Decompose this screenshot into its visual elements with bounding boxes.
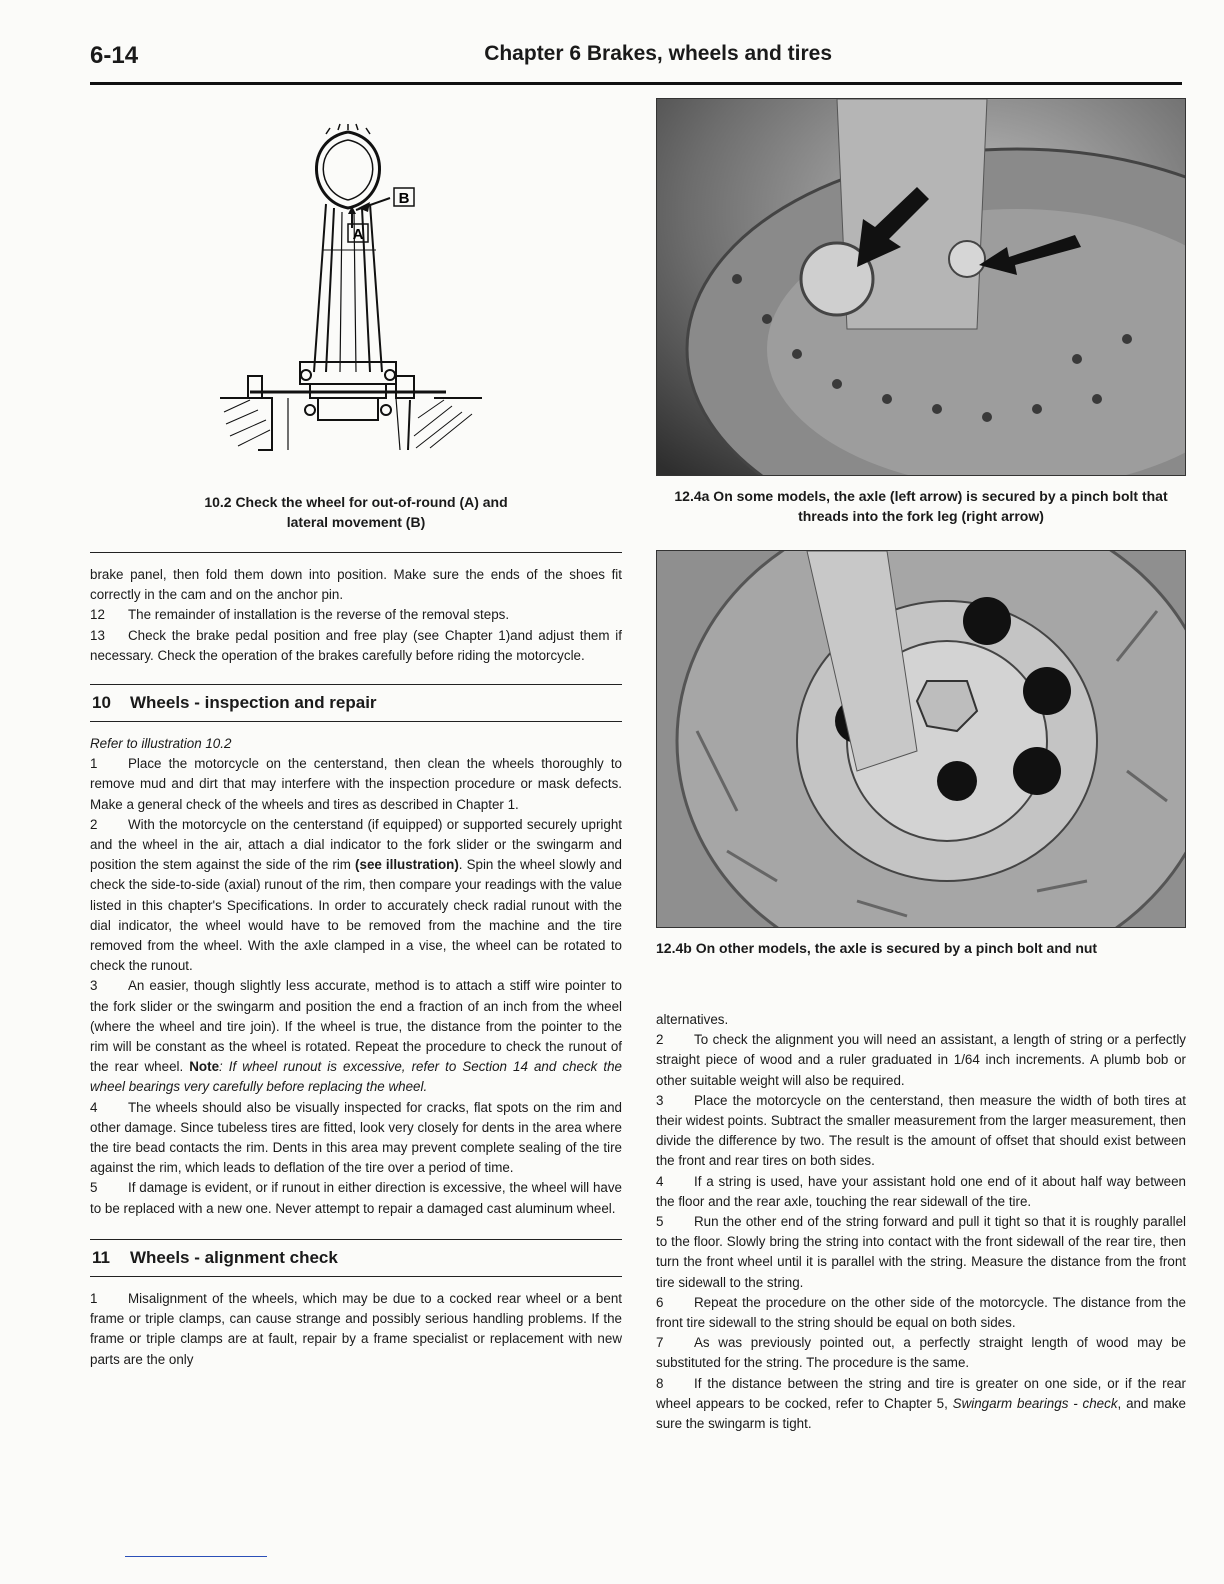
paragraph-4 <box>656 1172 1186 1212</box>
paragraph-8 <box>656 1374 1186 1435</box>
chapter-title: Chapter 6 Brakes, wheels and tires <box>484 42 832 65</box>
left-column <box>90 100 622 1370</box>
paragraph-text: Check the brake pedal position and free play (see Chapter 1)and adjust them if necessary. Check the operation of the brakes carefully before riding the motorcycle. <box>90 627 622 663</box>
photo-12-4a <box>656 98 1186 476</box>
section-title: Wheels - alignment check <box>130 1247 338 1267</box>
brake-disc-photo <box>657 99 1185 475</box>
paragraph-text: As was previously pointed out, a perfectly straight length of wood may be substituted for the string. The procedure is the same. <box>656 1335 1186 1371</box>
paragraph-text: With the motorcycle on the centerstand (if equipped) or supported securely upright and the wheel in the air, attach a dial indicator to the fork slider or the swingarm and position the stem against the side of the rim <box>90 816 622 873</box>
paragraph-3 <box>656 1091 1186 1172</box>
note-text: : If wheel runout is excessive, refer to Section 14 and check the wheel bearings very carefully before replacing the wheel. <box>90 1059 622 1095</box>
paragraph-number: 6 <box>656 1294 664 1310</box>
paragraph-text: . Spin the wheel slowly and check the side-to-side (axial) runout of the rim, then compare your readings with the value listed in this chapter's Specifications. In order to accurately check radial runout with the dial indicator, the wheel would have to be removed from the machine and the tire removed from the wheel. With the axle clamped in a vise, the wheel can be rotated to check the runout. <box>90 857 622 974</box>
label-b: B <box>398 190 410 207</box>
paragraph-text: alternatives. <box>656 1012 729 1027</box>
paragraph-1 <box>90 754 622 815</box>
paragraph-text: If a string is used, have your assistant hold one end of it about half way between the floor and the rear axle, touching the rear sidewall of the tire. <box>656 1173 1186 1209</box>
section-11-heading <box>90 1240 622 1276</box>
paragraph-number: 13 <box>90 627 105 643</box>
paragraph-4 <box>90 1098 622 1179</box>
paragraph-text: Place the motorcycle on the centerstand, then measure the width of both tires at their widest points. Subtract the smaller measurement from the larger measurement, then divide the difference by two. The result is the amount of offset that should exist between the front and rear tires on both sides. <box>656 1092 1186 1169</box>
paragraph-text: , and make sure the swingarm is tight. <box>656 1395 1186 1432</box>
footer-link-underline <box>125 1556 267 1557</box>
caption-line: lateral movement (B) <box>286 514 426 530</box>
figure-10-2-caption <box>130 492 582 532</box>
paragraph-number: 2 <box>90 816 98 832</box>
paragraph-12 <box>90 605 622 625</box>
photo-12-4a-caption: 12.4a On some models, the axle (left arrow) is secured by a pinch bolt that threads into the fork leg (right arrow) <box>674 488 1168 524</box>
intro-text <box>90 565 622 666</box>
caption-line: 10.2 Check the wheel for out-of-round (A) and <box>204 494 508 510</box>
paragraph-number: 5 <box>656 1214 664 1230</box>
paragraph-text: The remainder of installation is the reverse of the removal steps. <box>128 607 510 623</box>
paragraph-1 <box>90 1289 622 1370</box>
paragraph-text: Misalignment of the wheels, which may be due to a cocked rear wheel or a bent frame or triple clamps, can cause strange and possibly serious handling problems. If the frame or triple clamps are at fault, repair by a frame specialist or replacement with new parts are the only <box>90 1290 622 1367</box>
paragraph-text: Repeat the procedure on the other side of the motorcycle. The distance from the front tire sidewall to the string should be equal on both sides. <box>656 1294 1186 1331</box>
paragraph-text: Run the other end of the string forward and pull it tight so that it is roughly parallel to the floor. Slowly bring the string into contact with the front sidewall of the rear tire, then turn the front wheel until it is parallel with the string. Measure the distance from the front tire sidewall to the string. <box>656 1214 1186 1290</box>
section-10-body <box>90 734 622 1219</box>
paragraph-7 <box>656 1333 1186 1373</box>
illustration-reference: Refer to illustration 10.2 <box>90 736 232 752</box>
paragraph-text: The wheels should also be visually inspected for cracks, flat spots on the rim and other damage. Since tubeless tires are fitted, look very closely for dents in the area where the tire bead contacts the rim. Dents in this area may prevent complete sealing of the tire against the rim, which leads to deflation of the tire over a period of time. <box>90 1099 622 1176</box>
paragraph-5 <box>656 1212 1186 1293</box>
see-illustration-ref: (see illustration) <box>355 857 459 873</box>
paragraph-3 <box>90 976 622 1097</box>
section-title: Wheels - inspection and repair <box>130 693 377 713</box>
paragraph-number: 8 <box>656 1375 664 1391</box>
paragraph-number: 1 <box>90 1290 98 1306</box>
wheel-diagram <box>90 100 622 480</box>
paragraph: brake panel, then fold them down into position. Make sure the ends of the shoes fit correctly in the cam and on the anchor pin. <box>90 567 622 603</box>
divider <box>90 552 622 553</box>
paragraph-text: If damage is evident, or if runout in either direction is excessive, the wheel will have to be replaced with a new one. Never attempt to repair a damaged cast aluminum wheel. <box>90 1180 622 1216</box>
paragraph-number: 2 <box>656 1032 664 1048</box>
section-10-heading <box>90 685 622 721</box>
paragraph-5 <box>90 1178 622 1218</box>
divider <box>90 1276 622 1277</box>
paragraph-text: To check the alignment you will need an assistant, a length of string or a perfectly straight piece of wood and a ruler graduated in 1/64 inch increments. A plumb bob or other suitable weight will also be required. <box>656 1032 1186 1088</box>
paragraph-2 <box>90 815 622 977</box>
section-number: 10 <box>92 693 111 713</box>
paragraph-number: 7 <box>656 1335 664 1351</box>
figure-10-2 <box>90 100 622 480</box>
paragraph-number: 3 <box>90 978 98 994</box>
paragraph-number: 1 <box>90 756 98 772</box>
section-11-body-left <box>90 1289 622 1370</box>
paragraph-6 <box>656 1293 1186 1333</box>
section-11-body-right <box>656 1010 1186 1434</box>
paragraph-number: 12 <box>90 607 105 623</box>
photo-12-4b <box>656 550 1186 928</box>
paragraph-number: 5 <box>90 1180 98 1196</box>
note-label: Note <box>189 1059 220 1075</box>
paragraph-number: 3 <box>656 1092 664 1108</box>
paragraph-text: If the distance between the string and tire is greater on one side, or if the rear wheel appears to be cocked, refer to Chapter 5, <box>656 1375 1186 1411</box>
right-column <box>656 98 1186 1434</box>
wheel-hub-photo <box>657 551 1185 927</box>
photo-12-4b-caption: 12.4b On other models, the axle is secured by a pinch bolt and nut <box>656 940 1098 956</box>
paragraph-number: 4 <box>656 1173 664 1189</box>
paragraph-13 <box>90 626 622 666</box>
paragraph-number: 4 <box>90 1099 98 1115</box>
paragraph-text: An easier, though slightly less accurate, method is to attach a stiff wire pointer to the fork slider or the swingarm and position the end a fraction of an inch from the wheel (where the wheel and tire join). If the wheel is true, the distance from the pointer to the rim will be constant as the wheel is rotated. Repeat the procedure to check the runout of the rear wheel. <box>90 978 622 1075</box>
paragraph-2 <box>656 1030 1186 1091</box>
chapter-reference: Swingarm bearings - check <box>952 1395 1118 1411</box>
paragraph-text: Place the motorcycle on the centerstand, then clean the wheels thoroughly to remove mud and dirt that may interfere with the inspection procedure or mask defects. Make a general check of the wheels and tires as described in Chapter 1. <box>90 756 622 812</box>
label-a: A <box>352 226 364 243</box>
page-header <box>90 38 1182 85</box>
section-number: 11 <box>92 1247 110 1267</box>
page-number: 6-14 <box>90 42 139 69</box>
divider <box>90 721 622 722</box>
